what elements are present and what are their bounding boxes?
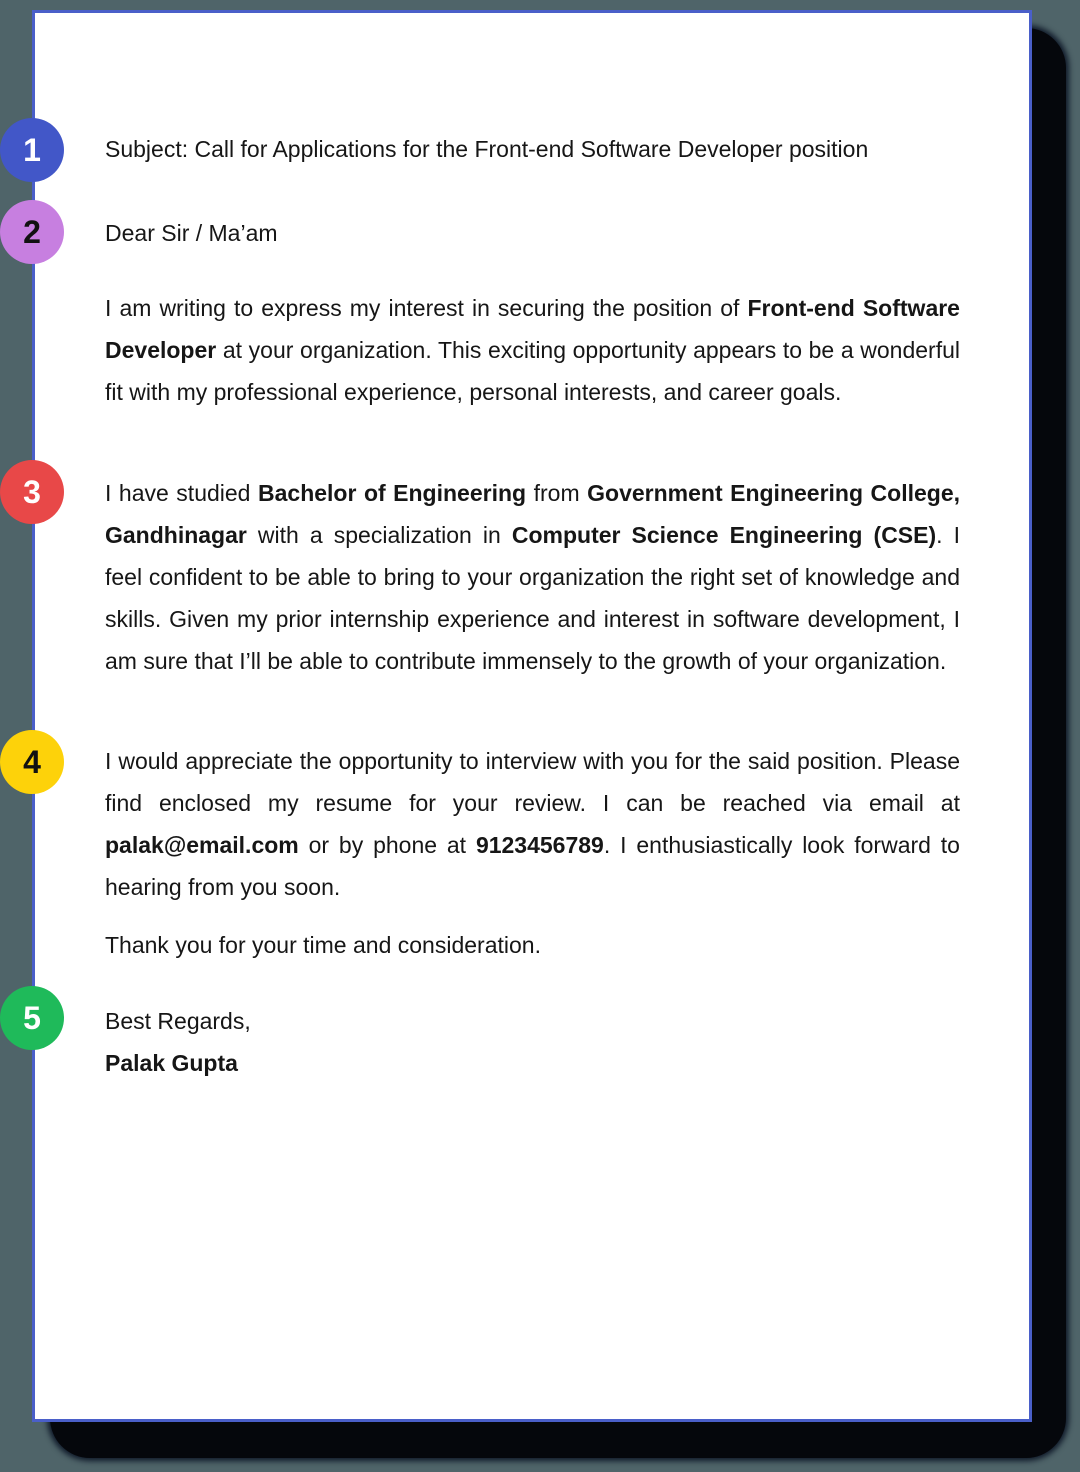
specialization: Computer Science Engineering (CSE): [511, 522, 937, 548]
intro-paragraph: [105, 287, 960, 413]
education-paragraph: [105, 472, 960, 682]
edu-text-3: with a specialization in: [246, 522, 512, 548]
email-address: palak@email.com: [105, 832, 299, 858]
section-badge-1: 1: [0, 118, 64, 182]
intro-text-1: I am writing to express my interest in securing the position of: [105, 295, 748, 321]
contact-text-2: or by phone at: [298, 832, 476, 858]
contact-paragraph: [105, 740, 960, 908]
section-badge-5: 5: [0, 986, 64, 1050]
edu-text-1: I have studied: [105, 480, 258, 506]
phone-number: 9123456789: [475, 832, 604, 858]
section-badge-4: 4: [0, 730, 64, 794]
signature: Palak Gupta: [105, 1050, 238, 1076]
subject-line: Subject: Call for Applications for the Front-end Software Developer position: [105, 136, 869, 162]
position-title: Front-end Software Developer: [105, 295, 960, 363]
section-badge-3: 3: [0, 460, 64, 524]
section-badge-2: 2: [0, 200, 64, 264]
edu-text-2: from: [526, 480, 588, 506]
salutation: Dear Sir / Ma’am: [105, 220, 278, 246]
edu-text-4: . I feel confident to be able to bring to your organization the right set of knowledge and skills. Given my prior internship experience and interest in software development, I am sure that I’ll be able to contribute immensely to the growth of your organization.: [105, 522, 961, 674]
contact-text-3: . I enthusiastically look forward to hearing from you soon.: [105, 832, 960, 900]
intro-text-2: at your organization. This exciting opportunity appears to be a wonderful fit with my professional experience, personal interests, and career goals.: [105, 337, 960, 405]
contact-text-1: I would appreciate the opportunity to interview with you for the said position. Please find enclosed my resume for your review. I can be reached via email at: [105, 748, 960, 816]
thanks-line: Thank you for your time and consideration.: [105, 932, 541, 958]
degree: Bachelor of Engineering: [258, 480, 527, 506]
college: Government Engineering College, Gandhinagar: [105, 480, 960, 548]
closing: Best Regards,: [105, 1008, 251, 1034]
